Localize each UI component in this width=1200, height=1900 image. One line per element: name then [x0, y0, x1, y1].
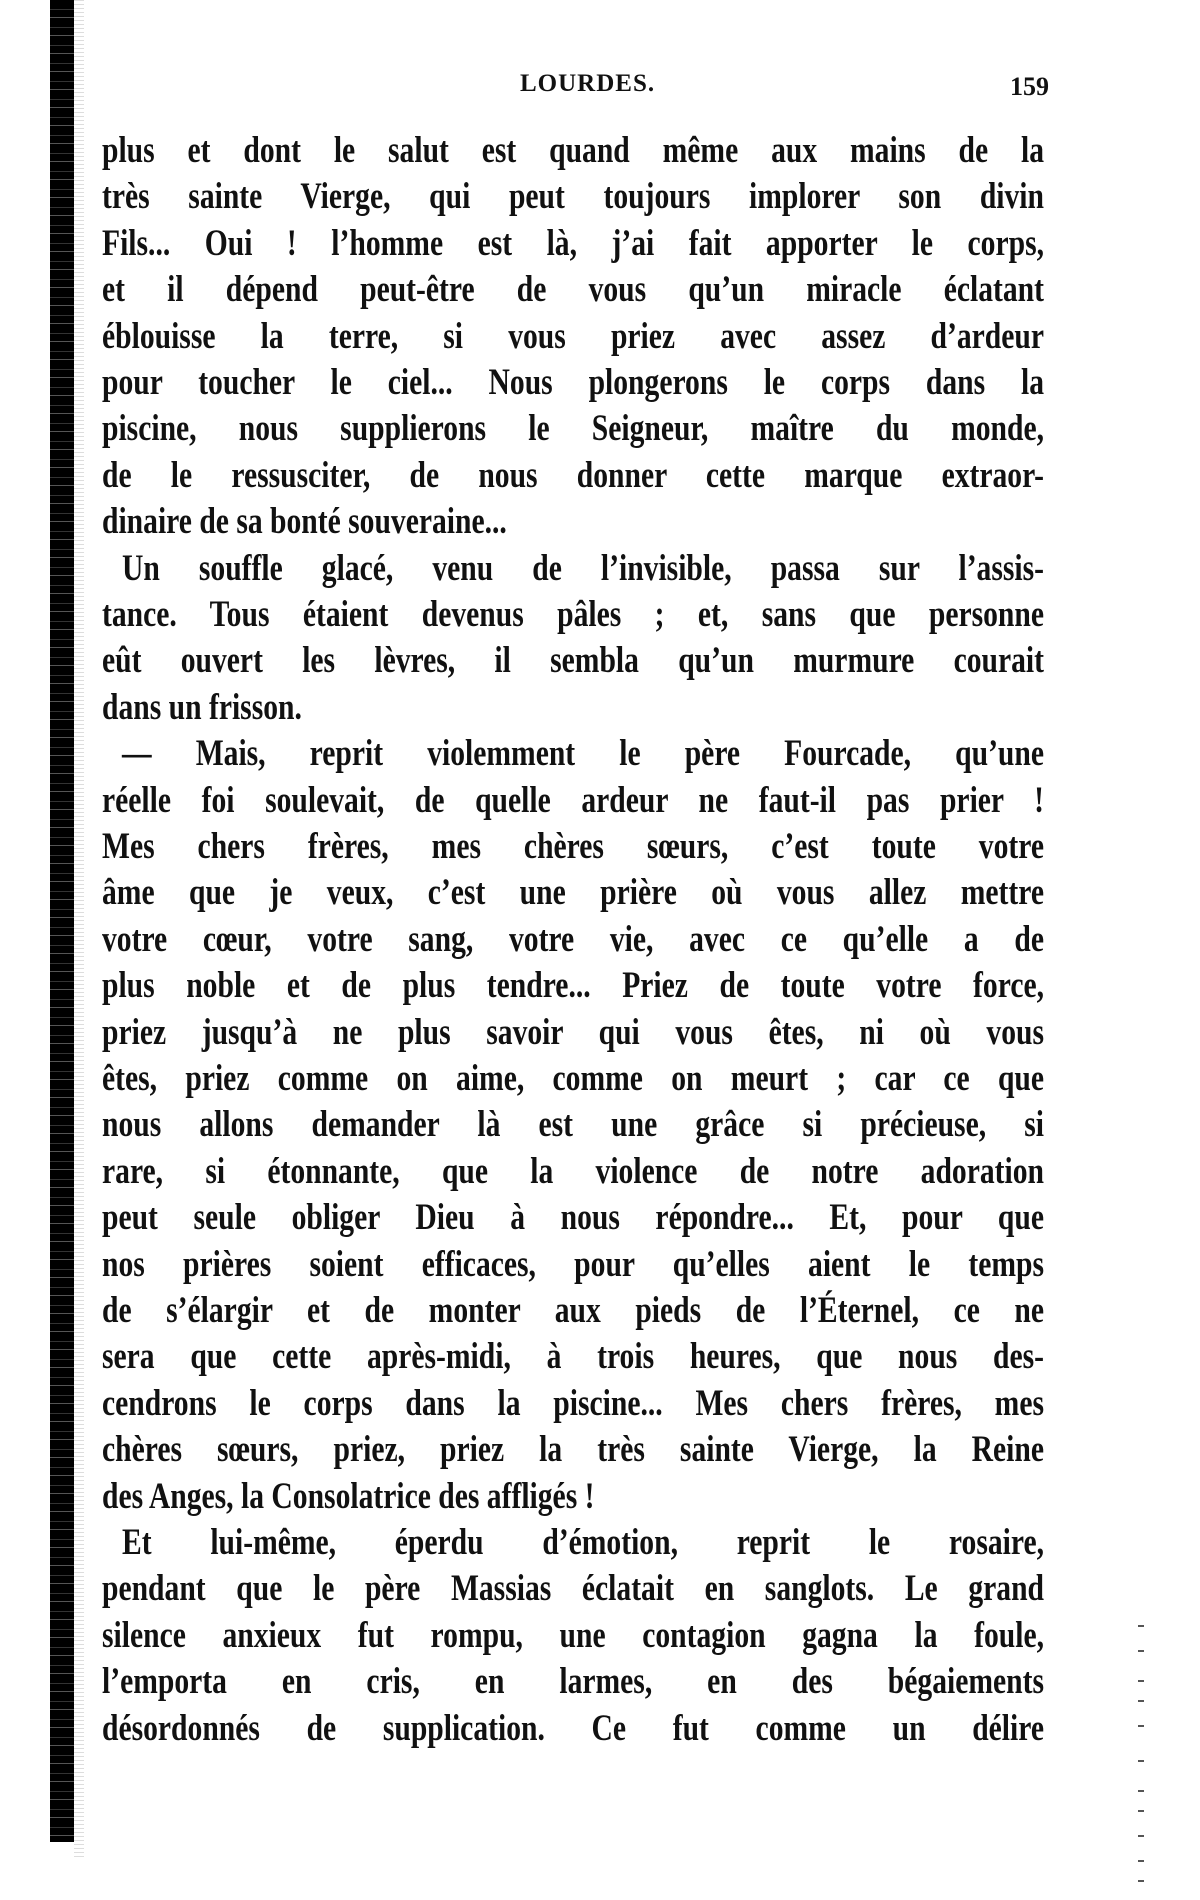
text-line	[102, 1381, 1200, 1427]
text-line	[102, 1149, 1200, 1195]
text-line-content: pendant que le père Massias éclatait en sanglots. Le grand	[102, 1568, 1044, 1610]
text-line-content: dinaire de sa bonté souveraine...	[102, 501, 507, 543]
text-line-content: sera que cette après-midi, à trois heures, que nous des-	[102, 1336, 1044, 1378]
text-line-content: chères sœurs, priez, priez la très sainte Vierge, la Reine	[102, 1429, 1044, 1471]
text-line	[102, 1288, 1200, 1334]
edge-speck	[1138, 1700, 1144, 1702]
text-line	[102, 870, 1200, 916]
binding-shadow	[74, 0, 84, 1860]
text-line-content: âme que je veux, c’est une prière où vous allez mettre	[102, 872, 1044, 914]
text-line	[102, 963, 1200, 1009]
text-line-content: silence anxieux fut rompu, une contagion gagna la foule,	[102, 1614, 1044, 1656]
text-line	[102, 128, 1200, 174]
text-line	[102, 360, 1200, 406]
text-line-content: plus et dont le salut est quand même aux mains de la	[102, 130, 1044, 171]
edge-speck	[1138, 1680, 1144, 1682]
text-line	[102, 1334, 1200, 1380]
text-line-content: rare, si étonnante, que la violence de notre adoration	[102, 1150, 1044, 1192]
text-line	[102, 1613, 1200, 1659]
edge-speck	[1138, 1725, 1144, 1727]
text-line	[102, 592, 1200, 638]
text-line	[102, 1427, 1200, 1473]
text-line-content: nos prières soient efficaces, pour qu’elles aient le temps	[102, 1243, 1044, 1285]
text-line	[102, 499, 1200, 545]
text-line	[102, 221, 1200, 267]
text-line-content: de le ressusciter, de nous donner cette marque extraor-	[102, 454, 1044, 496]
edge-speck	[1138, 1625, 1144, 1627]
text-line	[102, 1566, 1200, 1612]
text-line	[102, 917, 1200, 963]
text-line-content: Mes chers frères, mes chères sœurs, c’est toute votre	[102, 826, 1044, 867]
text-line-content: l’emporta en cris, en larmes, en des bégaiements	[102, 1661, 1044, 1703]
edge-speck	[1138, 1880, 1144, 1882]
text-line-content: peut seule obliger Dieu à nous répondre... Et, pour que	[102, 1197, 1044, 1239]
text-line	[122, 1520, 1200, 1566]
running-head	[0, 70, 1200, 104]
text-line-content: Et lui-même, éperdu d’émotion, reprit le rosaire,	[122, 1522, 1044, 1563]
text-line	[102, 1706, 1200, 1752]
text-line-content: votre cœur, votre sang, votre vie, avec ce qu’elle a de	[102, 918, 1044, 960]
edge-speck	[1138, 1760, 1144, 1762]
text-line-content: êtes, priez comme on aime, comme on meurt ; car ce que	[102, 1058, 1044, 1099]
text-line-content: Fils... Oui ! l’homme est là, j’ai fait apporter le corps,	[102, 222, 1044, 264]
text-line-content: pour toucher le ciel... Nous plongerons le corps dans la	[102, 362, 1044, 403]
text-line-content: piscine, nous supplierons le Seigneur, maître du monde,	[102, 408, 1044, 450]
edge-speck	[1138, 1790, 1144, 1792]
text-line	[102, 685, 1200, 731]
text-line	[102, 267, 1200, 313]
text-line	[102, 1102, 1200, 1148]
text-line-content: éblouisse la terre, si vous priez avec assez d’ardeur	[102, 315, 1044, 357]
text-line	[102, 1010, 1200, 1056]
text-line-content: tance. Tous étaient devenus pâles ; et, sans que personne	[102, 594, 1044, 635]
running-head-title: LOURDES.	[520, 70, 656, 97]
book-binding-edge	[50, 0, 74, 1842]
edge-speck	[1138, 1810, 1144, 1812]
text-line	[102, 1474, 1200, 1520]
text-line	[102, 778, 1200, 824]
text-line	[102, 453, 1200, 499]
text-line	[102, 824, 1200, 870]
text-line-content: et il dépend peut-être de vous qu’un miracle éclatant	[102, 269, 1044, 311]
text-line	[122, 731, 1200, 777]
text-line	[102, 1242, 1200, 1288]
text-line	[102, 314, 1200, 360]
page-number: 159	[1010, 72, 1049, 101]
text-line-content: réelle foi soulevait, de quelle ardeur ne faut-il pas prier !	[102, 779, 1044, 821]
text-line-content: nous allons demander là est une grâce si précieuse, si	[102, 1104, 1044, 1146]
text-line	[102, 1056, 1200, 1102]
text-line-content: de s’élargir et de monter aux pieds de l’Éternel, ce ne	[102, 1290, 1044, 1331]
text-line	[102, 638, 1200, 684]
text-line	[102, 174, 1200, 220]
text-line-content: Un souffle glacé, venu de l’invisible, passa sur l’assis-	[122, 547, 1044, 589]
edge-speck	[1138, 1860, 1144, 1862]
text-line	[102, 1195, 1200, 1241]
text-line	[122, 546, 1200, 592]
text-line	[102, 406, 1200, 452]
text-line-content: désordonnés de supplication. Ce fut comme un délire	[102, 1707, 1044, 1749]
text-line-content: plus noble et de plus tendre... Priez de toute votre force,	[102, 965, 1044, 1007]
text-line-content: cendrons le corps dans la piscine... Mes chers frères, mes	[102, 1382, 1044, 1424]
text-line-content: priez jusqu’à ne plus savoir qui vous êtes, ni où vous	[102, 1011, 1044, 1053]
text-line-content: eût ouvert les lèvres, il sembla qu’un murmure courait	[102, 640, 1044, 682]
edge-speck	[1138, 1835, 1144, 1837]
edge-speck	[1138, 1650, 1144, 1652]
text-line-content: dans un frisson.	[102, 686, 302, 728]
text-line-content: très sainte Vierge, qui peut toujours implorer son divin	[102, 176, 1044, 218]
text-line	[102, 1659, 1200, 1705]
text-line-content: — Mais, reprit violemment le père Fourcade, qu’une	[122, 733, 1044, 775]
text-line-content: des Anges, la Consolatrice des affligés !	[102, 1475, 595, 1517]
